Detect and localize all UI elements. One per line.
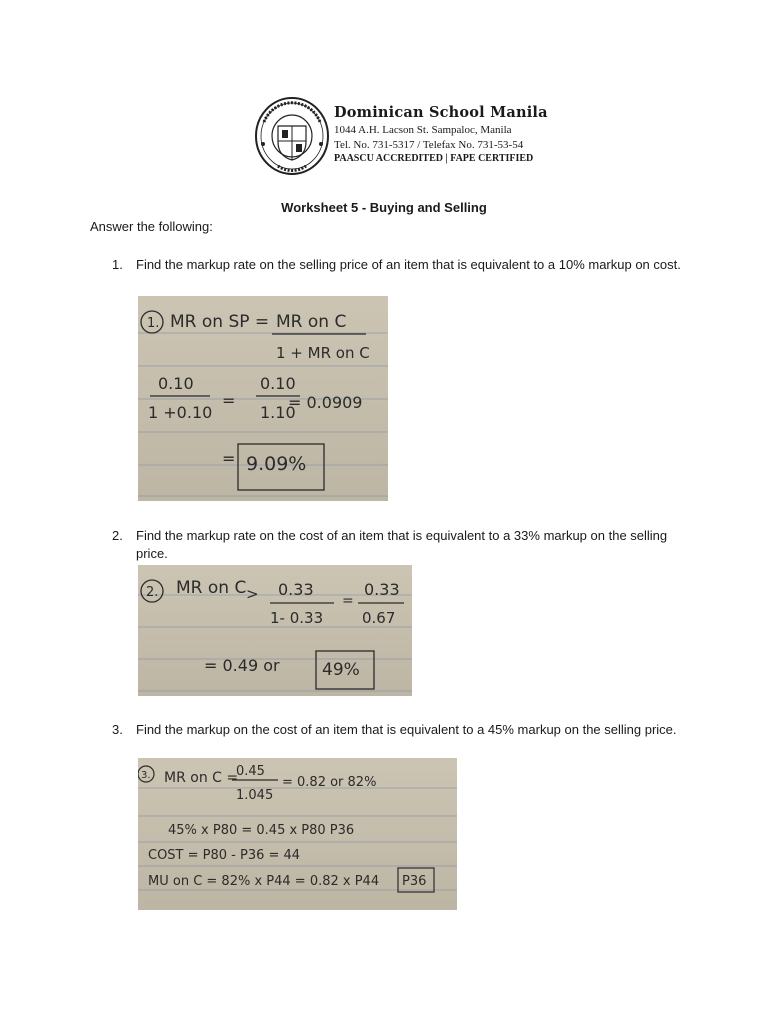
work-lhs: MR on C <box>176 578 247 598</box>
formula-lhs: MR on SP = <box>170 312 270 332</box>
school-accreditation: PAASCU ACCREDITED | FAPE CERTIFIED <box>334 153 534 164</box>
letterhead <box>254 96 548 176</box>
denominator-1: 1- 0.33 <box>270 609 324 627</box>
step1-numerator: 0.10 <box>158 374 194 393</box>
work-result: = 0.82 or 82% <box>282 775 377 790</box>
formula-denominator: 1 + MR on C <box>276 344 370 362</box>
question-number: 2. <box>112 528 123 543</box>
question-number: 1. <box>112 257 123 272</box>
school-seal-logo <box>254 96 330 176</box>
work-lhs: MR on C = <box>164 770 239 786</box>
handwritten-solution-2 <box>138 565 412 696</box>
school-address: 1044 A.H. Lacson St. Sampaloc, Manila <box>334 124 512 136</box>
denominator-2: 0.67 <box>362 609 396 627</box>
work-result: = 0.49 or <box>204 656 280 675</box>
denominator: 1.045 <box>236 788 274 803</box>
work-line-3: COST = P80 - P36 = 44 <box>148 848 301 863</box>
svg-text:=: = <box>342 593 354 609</box>
work-line-2: 45% x P80 = 0.45 x P80 P36 <box>168 823 355 838</box>
work-label: 1. <box>147 316 160 331</box>
step1-denominator: 1 +0.10 <box>148 403 213 422</box>
answer-3: P36 <box>402 874 427 889</box>
work-line-4: MU on C = 82% x P44 = 0.82 x P44 <box>148 874 380 889</box>
answer-1: 9.09% <box>246 453 307 475</box>
step2-denominator: 1.10 <box>260 403 296 422</box>
numerator-1: 0.33 <box>278 580 314 599</box>
school-name: Dominican School Manila <box>334 104 548 121</box>
question-number: 3. <box>112 722 123 737</box>
numerator-2: 0.33 <box>364 580 400 599</box>
answer-2: 49% <box>322 660 360 680</box>
equals-sign: = <box>222 391 236 410</box>
question-text: Find the markup rate on the cost of an item that is equivalent to a 33% markup on the selling price. <box>136 528 668 561</box>
question-text: Find the markup rate on the selling price of an item that is equivalent to a 10% markup on cost. <box>136 257 681 272</box>
work-label: 3. <box>141 770 151 781</box>
worksheet-title: Worksheet 5 - Buying and Selling <box>281 200 487 215</box>
question-text: Find the markup on the cost of an item that is equivalent to a 45% markup on the selling price. <box>136 722 677 737</box>
instructions: Answer the following: <box>90 219 213 234</box>
svg-text:>: > <box>246 585 259 603</box>
equals-sign: = <box>222 449 236 468</box>
step2-numerator: 0.10 <box>260 374 296 393</box>
handwritten-solution-1 <box>138 296 388 501</box>
step2-result: = 0.0909 <box>288 393 363 412</box>
formula-numerator: MR on C <box>276 312 347 332</box>
work-label: 2. <box>146 585 159 600</box>
numerator: 0.45 <box>236 764 265 779</box>
handwritten-solution-3 <box>138 758 457 910</box>
school-contact: Tel. No. 731-5317 / Telefax No. 731-53-54 <box>334 139 524 151</box>
